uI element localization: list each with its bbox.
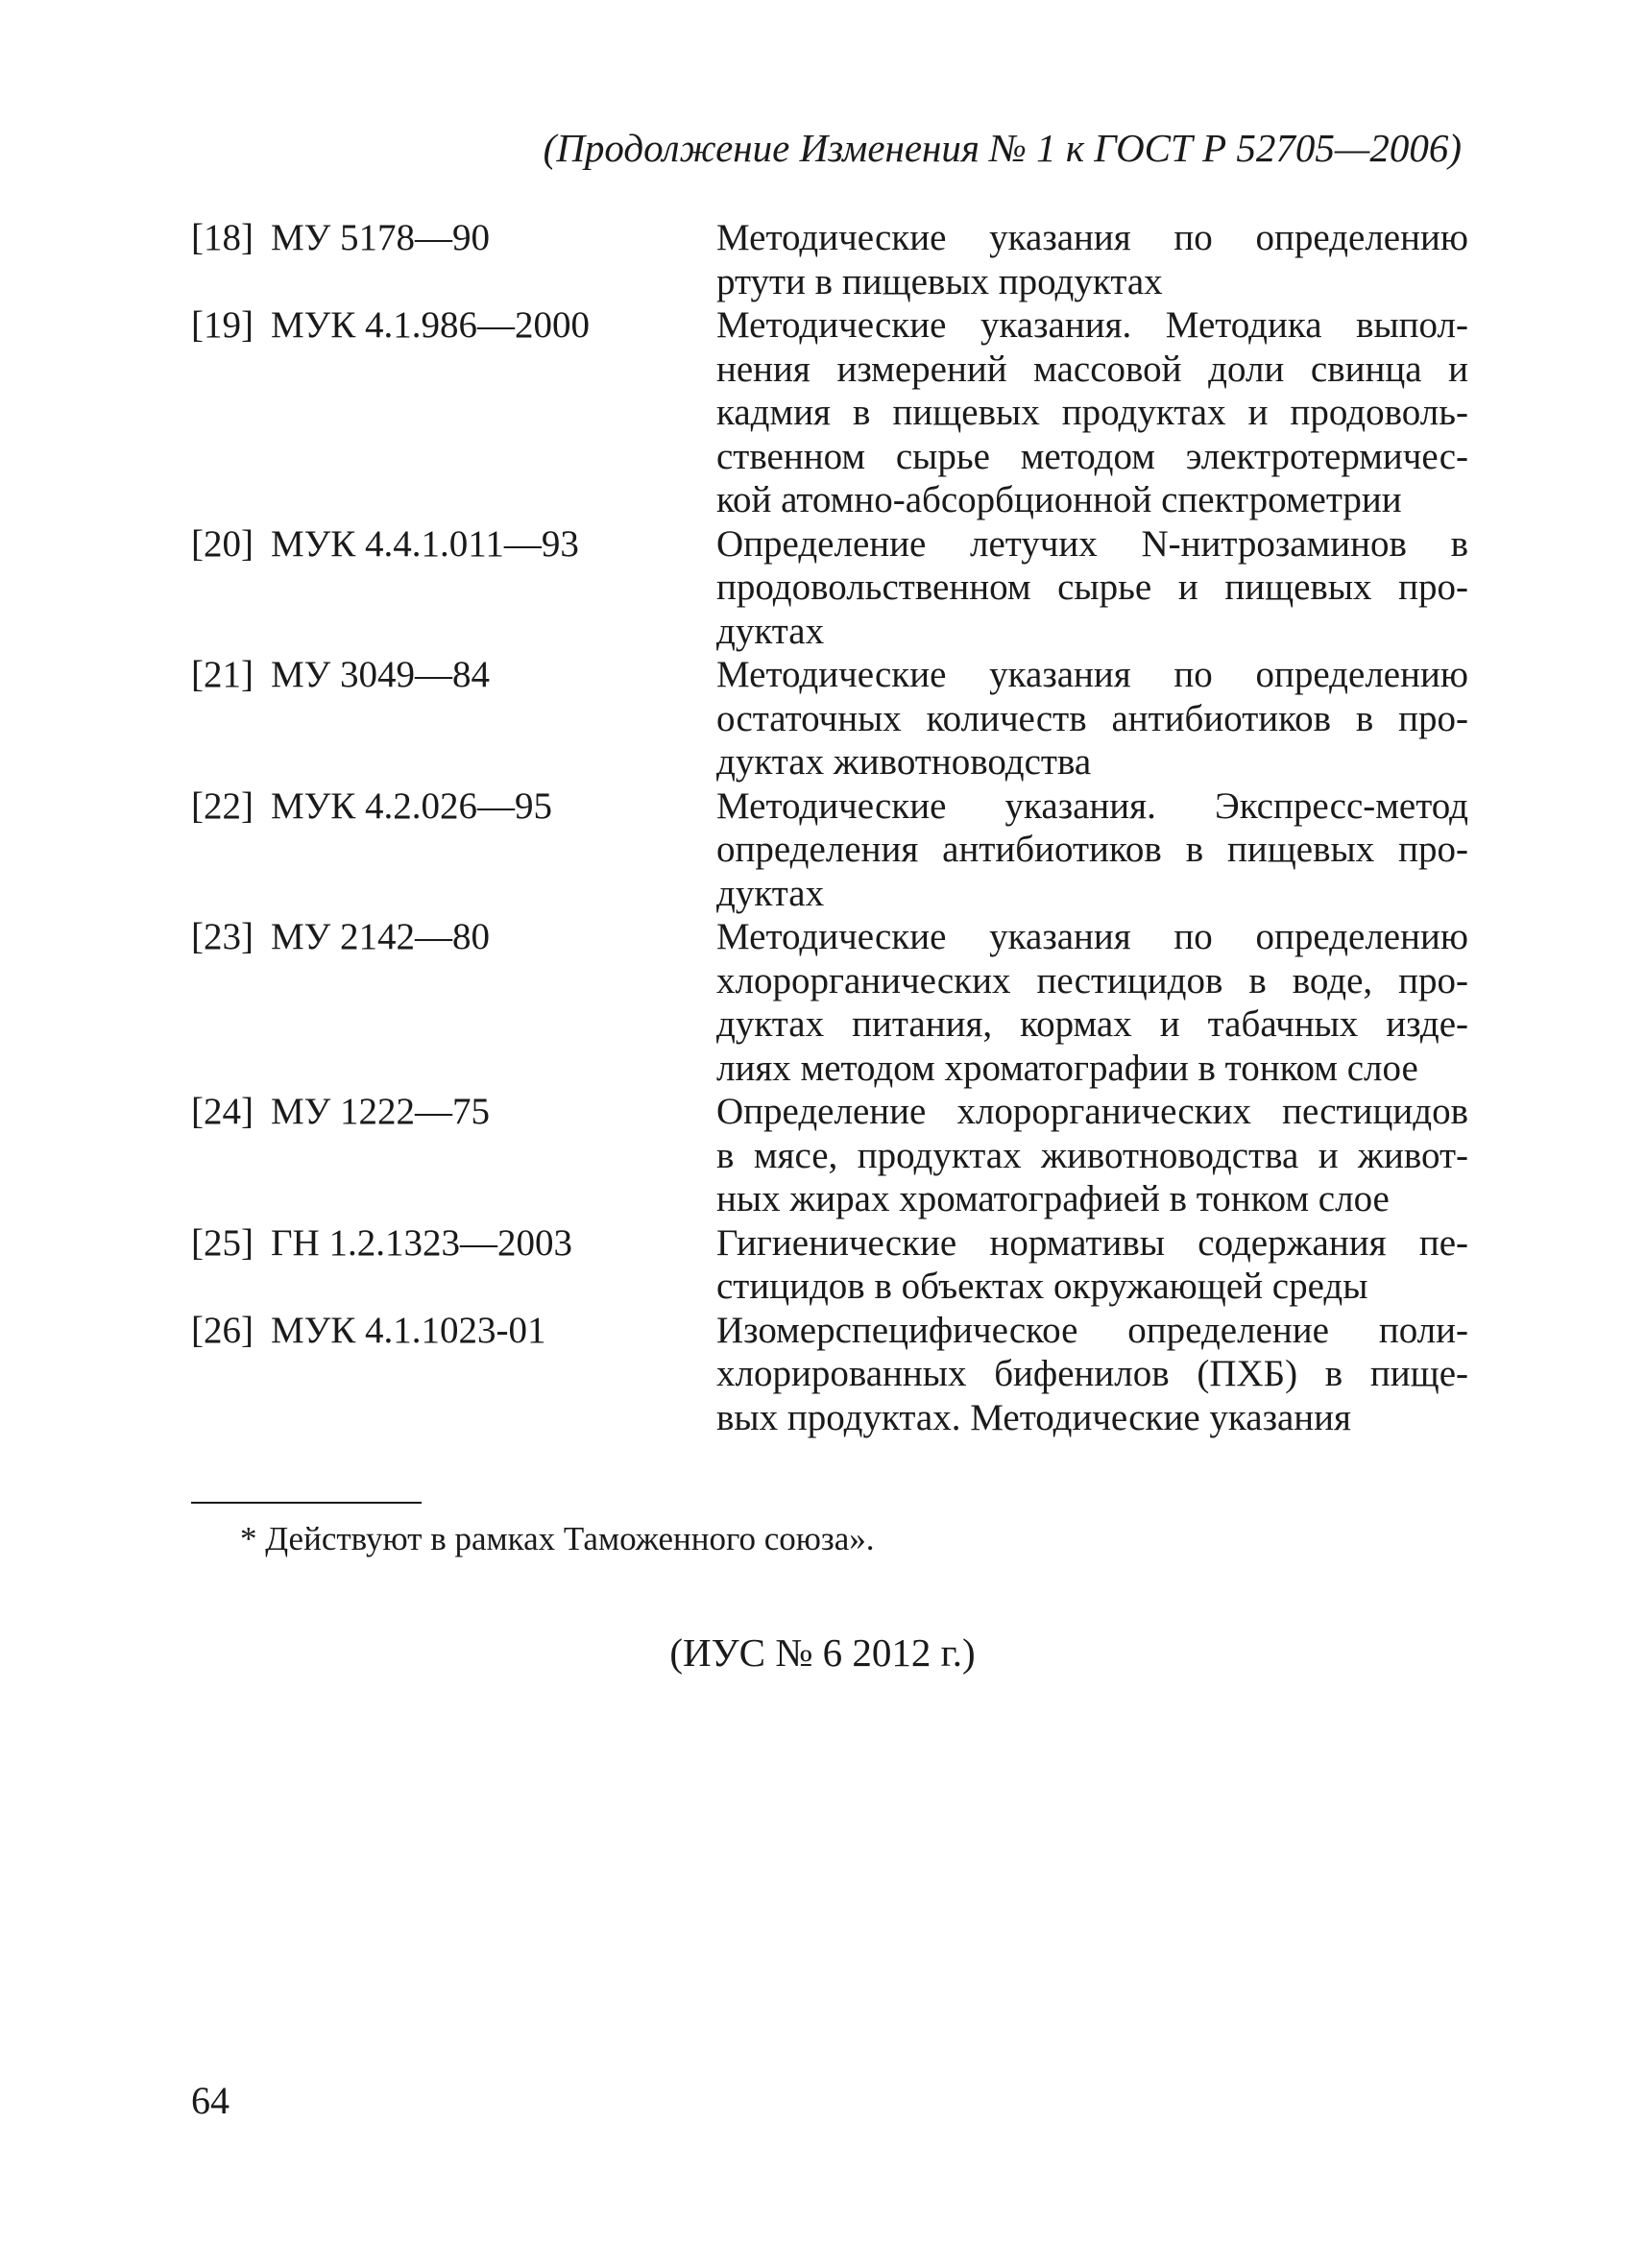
footnote: * Действуют в рамках Таможенного союза». (240, 1520, 875, 1557)
reference-number: [22] (191, 784, 254, 827)
description-line: Методические указания по определению (716, 654, 1468, 695)
reference-description (716, 522, 1468, 654)
reference-number: [23] (191, 916, 254, 957)
description-line: ных жирах хроматографией в тонком слое (716, 1178, 1390, 1219)
reference-number: [26] (191, 1309, 254, 1351)
reference-item (191, 784, 1468, 916)
reference-description (716, 1221, 1468, 1309)
description-line: вых продуктах. Методические указания (716, 1396, 1351, 1438)
reference-item (191, 1309, 1468, 1440)
reference-description (716, 915, 1468, 1090)
description-line: Методические указания по определению (716, 217, 1468, 258)
description-line: дуктах питания, кормах и табачных изде- (716, 1003, 1468, 1045)
reference-description (716, 303, 1468, 522)
reference-number: [25] (191, 1221, 254, 1264)
reference-description (716, 653, 1468, 784)
reference-item (191, 1090, 1468, 1221)
reference-code: МУ 5178—90 (271, 217, 491, 258)
description-line: кой атомно-абсорбционной спектрометрии (716, 479, 1402, 520)
description-line: продовольственном сырье и пищевых про- (716, 567, 1468, 608)
reference-code: ГН 1.2.1323—2003 (271, 1221, 572, 1264)
reference-code: МУК 4.1.1023-01 (271, 1309, 546, 1351)
reference-code: МУ 1222—75 (271, 1091, 491, 1132)
description-line: дуктах животноводства (716, 741, 1092, 783)
reference-item (191, 1221, 1468, 1309)
description-line: ртути в пищевых продуктах (716, 260, 1163, 302)
reference-number: [19] (191, 304, 254, 346)
description-line: дуктах (716, 872, 825, 914)
reference-item (191, 216, 1468, 303)
page-number: 64 (191, 2079, 230, 2122)
reference-item (191, 653, 1468, 784)
footnote-separator (191, 1502, 422, 1504)
reference-number: [18] (191, 217, 254, 258)
description-line: Гигиенические нормативы содержания пе- (716, 1221, 1468, 1264)
page-header: (Продолжение Изменения № 1 к ГОСТ Р 52705—2006) (543, 126, 1462, 170)
reference-list (191, 216, 1468, 1439)
reference-code: МУК 4.2.026—95 (271, 784, 553, 827)
description-line: хлорированных бифенилов (ПХБ) в пище- (716, 1353, 1468, 1394)
reference-description (716, 1309, 1468, 1440)
reference-code: МУК 4.1.986—2000 (271, 304, 591, 346)
ius-reference: (ИУС № 6 2012 г.) (669, 1630, 976, 1675)
description-line: стицидов в объектах окружающей среды (716, 1266, 1368, 1307)
reference-code: МУ 3049—84 (271, 654, 491, 695)
reference-item (191, 915, 1468, 1090)
reference-description (716, 216, 1468, 303)
description-line: Методические указания по определению (716, 916, 1468, 957)
reference-number: [21] (191, 654, 254, 695)
description-line: Изомерспецифическое определение поли- (716, 1309, 1468, 1351)
reference-description (716, 1090, 1468, 1221)
description-line: дуктах (716, 610, 825, 652)
reference-description (716, 784, 1468, 916)
description-line: Определение хлорорганических пестицидов (716, 1091, 1468, 1132)
description-line: Определение летучих N-нитрозаминов в (716, 522, 1468, 565)
description-line: хлорорганических пестицидов в воде, про- (716, 959, 1468, 1001)
description-line: кадмия в пищевых продуктах и продоволь- (716, 392, 1468, 433)
description-line: остаточных количеств антибиотиков в про- (716, 697, 1468, 739)
reference-code: МУ 2142—80 (271, 916, 491, 957)
description-line: определения антибиотиков в пищевых про- (716, 829, 1468, 870)
description-line: Методические указания. Методика выпол- (716, 304, 1468, 346)
description-line: нения измерений массовой доли свинца и (716, 348, 1468, 390)
description-line: лиях методом хроматографии в тонком слое (716, 1047, 1418, 1089)
reference-code: МУК 4.4.1.011—93 (271, 522, 579, 565)
reference-item (191, 522, 1468, 654)
description-line: ственном сырье методом электротермичес- (716, 435, 1468, 477)
description-line: в мясе, продуктах животноводства и живот- (716, 1134, 1468, 1176)
reference-number: [24] (191, 1091, 254, 1132)
reference-number: [20] (191, 522, 254, 565)
description-line: Методические указания. Экспресс-метод (716, 784, 1468, 827)
reference-item (191, 303, 1468, 522)
